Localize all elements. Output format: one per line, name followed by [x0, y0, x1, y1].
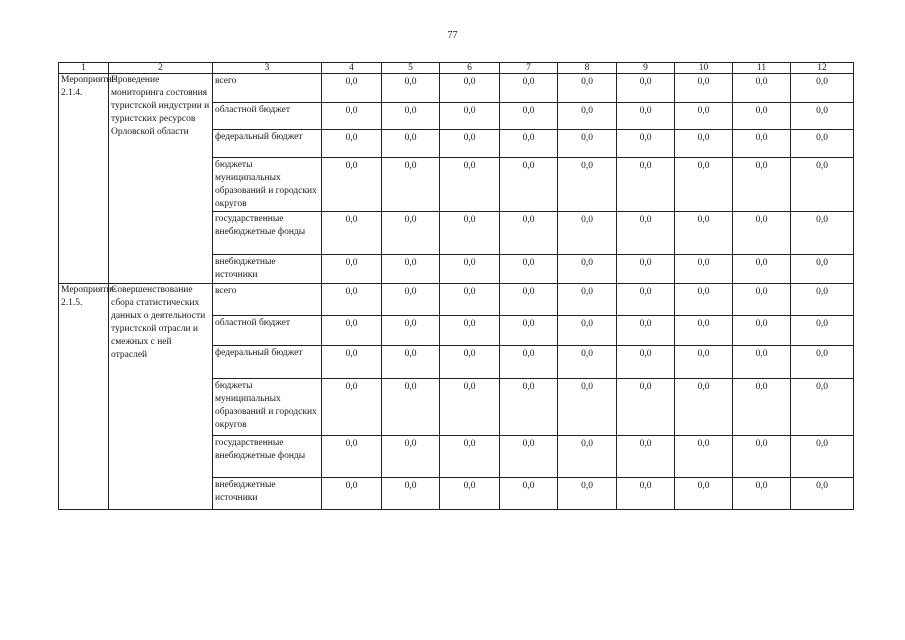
value-cell: 0,0	[322, 255, 382, 284]
value-cell: 0,0	[382, 478, 440, 510]
value-cell: 0,0	[617, 212, 675, 255]
header-cell: 9	[617, 63, 675, 74]
event-label: Мероприятие 2.1.4.	[59, 74, 109, 284]
value-cell: 0,0	[558, 130, 617, 158]
value-cell: 0,0	[617, 379, 675, 436]
value-cell: 0,0	[440, 255, 500, 284]
table-row	[59, 74, 854, 103]
event-name: Совершенствование сбора статистических данных о деятельности туристской отрасли и смежных с ней отраслей	[109, 284, 213, 510]
value-cell: 0,0	[675, 158, 733, 212]
value-cell: 0,0	[382, 379, 440, 436]
value-cell: 0,0	[440, 130, 500, 158]
value-cell: 0,0	[791, 379, 854, 436]
value-cell: 0,0	[322, 212, 382, 255]
funding-source: бюджеты муниципальных образований и городских округов	[213, 158, 322, 212]
value-cell: 0,0	[440, 316, 500, 346]
value-cell: 0,0	[558, 158, 617, 212]
value-cell: 0,0	[558, 74, 617, 103]
value-cell: 0,0	[382, 74, 440, 103]
value-cell: 0,0	[558, 478, 617, 510]
value-cell: 0,0	[791, 284, 854, 316]
header-cell: 11	[733, 63, 791, 74]
value-cell: 0,0	[617, 255, 675, 284]
value-cell: 0,0	[382, 316, 440, 346]
value-cell: 0,0	[617, 130, 675, 158]
value-cell: 0,0	[675, 436, 733, 478]
value-cell: 0,0	[617, 74, 675, 103]
header-cell: 7	[500, 63, 558, 74]
value-cell: 0,0	[382, 346, 440, 379]
value-cell: 0,0	[617, 103, 675, 130]
value-cell: 0,0	[558, 346, 617, 379]
value-cell: 0,0	[617, 436, 675, 478]
value-cell: 0,0	[675, 478, 733, 510]
value-cell: 0,0	[675, 103, 733, 130]
value-cell: 0,0	[617, 478, 675, 510]
value-cell: 0,0	[558, 316, 617, 346]
value-cell: 0,0	[617, 284, 675, 316]
value-cell: 0,0	[440, 212, 500, 255]
value-cell: 0,0	[382, 103, 440, 130]
value-cell: 0,0	[791, 346, 854, 379]
value-cell: 0,0	[500, 379, 558, 436]
funding-source: государственные внебюджетные фонды	[213, 436, 322, 478]
value-cell: 0,0	[617, 346, 675, 379]
value-cell: 0,0	[440, 379, 500, 436]
value-cell: 0,0	[500, 284, 558, 316]
value-cell: 0,0	[791, 103, 854, 130]
value-cell: 0,0	[500, 478, 558, 510]
value-cell: 0,0	[558, 379, 617, 436]
header-cell: 6	[440, 63, 500, 74]
funding-source: внебюджетные источники	[213, 255, 322, 284]
value-cell: 0,0	[791, 436, 854, 478]
value-cell: 0,0	[733, 284, 791, 316]
value-cell: 0,0	[322, 103, 382, 130]
funding-source: областной бюджет	[213, 316, 322, 346]
funding-source: областной бюджет	[213, 103, 322, 130]
value-cell: 0,0	[440, 103, 500, 130]
value-cell: 0,0	[617, 158, 675, 212]
value-cell: 0,0	[791, 212, 854, 255]
funding-source: государственные внебюджетные фонды	[213, 212, 322, 255]
value-cell: 0,0	[500, 158, 558, 212]
header-cell: 10	[675, 63, 733, 74]
value-cell: 0,0	[500, 316, 558, 346]
value-cell: 0,0	[733, 103, 791, 130]
funding-source: бюджеты муниципальных образований и городских округов	[213, 379, 322, 436]
value-cell: 0,0	[500, 212, 558, 255]
table-body	[59, 74, 854, 510]
funding-table	[58, 62, 854, 510]
value-cell: 0,0	[733, 255, 791, 284]
header-row	[59, 63, 854, 74]
funding-source: всего	[213, 284, 322, 316]
header-cell: 2	[109, 63, 213, 74]
page-number: 77	[447, 30, 458, 41]
funding-source: внебюджетные источники	[213, 478, 322, 510]
value-cell: 0,0	[500, 346, 558, 379]
value-cell: 0,0	[675, 212, 733, 255]
event-name: Проведение мониторинга состояния туристской индустрии и туристских ресурсов Орловской области	[109, 74, 213, 284]
value-cell: 0,0	[440, 478, 500, 510]
value-cell: 0,0	[733, 130, 791, 158]
value-cell: 0,0	[675, 316, 733, 346]
value-cell: 0,0	[500, 436, 558, 478]
value-cell: 0,0	[675, 346, 733, 379]
value-cell: 0,0	[440, 346, 500, 379]
event-label: Мероприятие 2.1.5.	[59, 284, 109, 510]
value-cell: 0,0	[733, 346, 791, 379]
value-cell: 0,0	[440, 436, 500, 478]
value-cell: 0,0	[382, 212, 440, 255]
value-cell: 0,0	[440, 284, 500, 316]
value-cell: 0,0	[558, 103, 617, 130]
value-cell: 0,0	[322, 74, 382, 103]
value-cell: 0,0	[733, 379, 791, 436]
header-cell: 3	[213, 63, 322, 74]
value-cell: 0,0	[440, 74, 500, 103]
value-cell: 0,0	[791, 316, 854, 346]
header-cell: 12	[791, 63, 854, 74]
value-cell: 0,0	[382, 158, 440, 212]
value-cell: 0,0	[675, 130, 733, 158]
value-cell: 0,0	[617, 316, 675, 346]
value-cell: 0,0	[500, 74, 558, 103]
value-cell: 0,0	[675, 74, 733, 103]
value-cell: 0,0	[382, 255, 440, 284]
value-cell: 0,0	[322, 158, 382, 212]
value-cell: 0,0	[500, 255, 558, 284]
value-cell: 0,0	[322, 316, 382, 346]
value-cell: 0,0	[500, 103, 558, 130]
value-cell: 0,0	[675, 255, 733, 284]
value-cell: 0,0	[733, 212, 791, 255]
value-cell: 0,0	[558, 284, 617, 316]
value-cell: 0,0	[791, 74, 854, 103]
value-cell: 0,0	[500, 130, 558, 158]
table-row	[59, 284, 854, 316]
value-cell: 0,0	[733, 478, 791, 510]
value-cell: 0,0	[382, 130, 440, 158]
value-cell: 0,0	[733, 316, 791, 346]
value-cell: 0,0	[733, 74, 791, 103]
header-cell: 1	[59, 63, 109, 74]
value-cell: 0,0	[440, 158, 500, 212]
value-cell: 0,0	[558, 436, 617, 478]
value-cell: 0,0	[675, 284, 733, 316]
value-cell: 0,0	[322, 379, 382, 436]
value-cell: 0,0	[322, 346, 382, 379]
header-cell: 8	[558, 63, 617, 74]
funding-source: федеральный бюджет	[213, 346, 322, 379]
value-cell: 0,0	[322, 130, 382, 158]
value-cell: 0,0	[791, 130, 854, 158]
value-cell: 0,0	[382, 284, 440, 316]
value-cell: 0,0	[733, 158, 791, 212]
funding-source: федеральный бюджет	[213, 130, 322, 158]
funding-source: всего	[213, 74, 322, 103]
value-cell: 0,0	[382, 436, 440, 478]
value-cell: 0,0	[558, 212, 617, 255]
header-cell: 4	[322, 63, 382, 74]
value-cell: 0,0	[733, 436, 791, 478]
value-cell: 0,0	[791, 255, 854, 284]
value-cell: 0,0	[322, 478, 382, 510]
value-cell: 0,0	[558, 255, 617, 284]
value-cell: 0,0	[791, 158, 854, 212]
value-cell: 0,0	[675, 379, 733, 436]
value-cell: 0,0	[791, 478, 854, 510]
value-cell: 0,0	[322, 436, 382, 478]
header-cell: 5	[382, 63, 440, 74]
value-cell: 0,0	[322, 284, 382, 316]
